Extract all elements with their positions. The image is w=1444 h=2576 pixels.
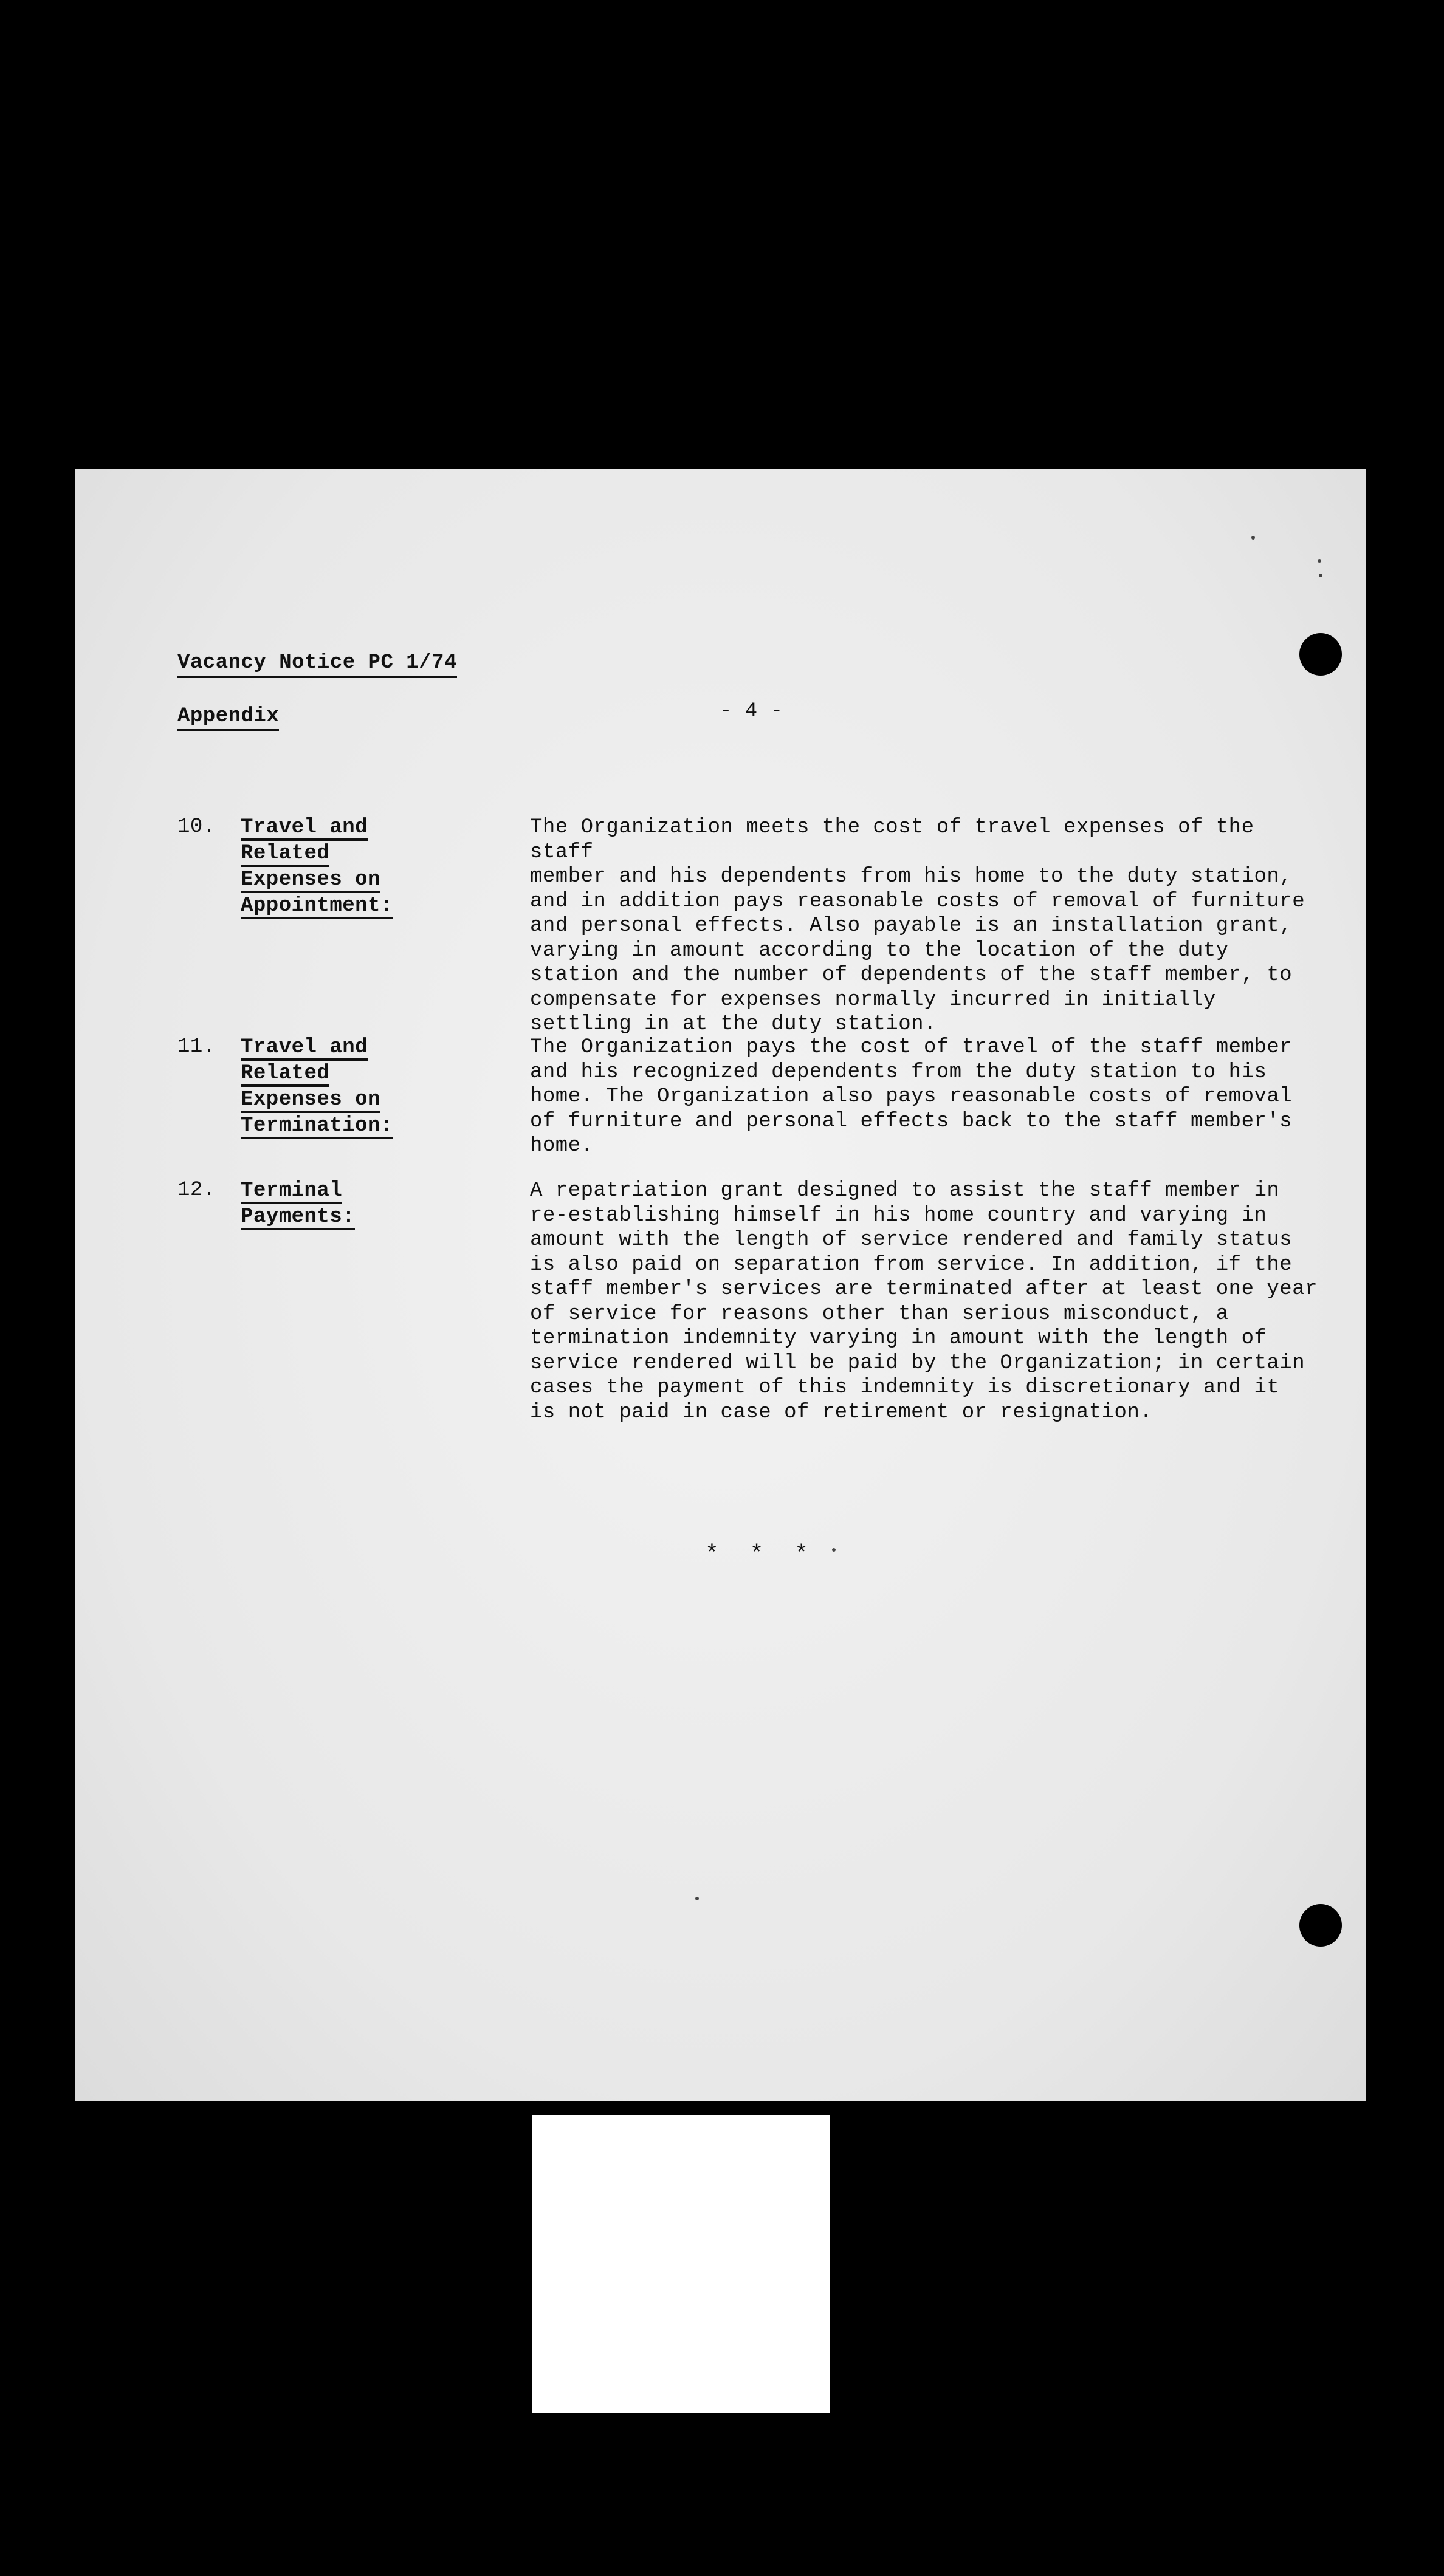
section-heading bbox=[241, 1035, 411, 1140]
section-heading-line: Expenses on bbox=[241, 1089, 380, 1113]
paper-speck bbox=[1251, 536, 1255, 540]
section-heading bbox=[241, 815, 411, 920]
appendix-label: Appendix bbox=[177, 705, 279, 731]
page-number: - 4 - bbox=[720, 700, 783, 723]
section-body: The Organization meets the cost of travel expenses of the staff member and his dependents from his home to the duty station, and in addition pays reasonable costs of removal of furniture and personal effects. Also payable is an installation grant, varying in amount according to the location of the duty station and the number of dependents of the staff member, to compensate for expenses normally incurred in initially settling in at the duty station. bbox=[530, 816, 1305, 1036]
vacancy-notice-title: Vacancy Notice PC 1/74 bbox=[177, 651, 457, 678]
section-body: A repatriation grant designed to assist the staff member in re-establishing himself in his home country and varying in amount with the length of service rendered and family status is also paid on separation from service. In addition, if the staff member's services are terminated after at least one year of service for reasons other than serious misconduct, a termination indemnity varying in amount with the length of service rendered will be paid by the Organization; in certain cases the payment of this indemnity is discretionary and it is not paid in case of retirement or resignation. bbox=[530, 1179, 1318, 1424]
section-number: 12. bbox=[177, 1179, 216, 1202]
end-mark: * * * bbox=[705, 1541, 817, 1567]
section-number: 10. bbox=[177, 815, 216, 838]
section-heading-line: Payments: bbox=[241, 1206, 355, 1230]
section-number: 11. bbox=[177, 1035, 216, 1058]
paper-speck bbox=[1318, 559, 1321, 563]
paper-speck bbox=[1319, 574, 1322, 577]
section-heading-line: Terminal bbox=[241, 1180, 342, 1204]
section-heading-line: Related bbox=[241, 843, 329, 867]
section-heading-line: Travel and bbox=[241, 1036, 368, 1061]
section-heading-line: Related bbox=[241, 1063, 329, 1087]
white-card bbox=[532, 2115, 830, 2413]
section-heading-line: Travel and bbox=[241, 817, 368, 841]
paper-speck bbox=[695, 1897, 699, 1900]
paper-speck bbox=[832, 1548, 836, 1552]
section-heading-line: Appointment: bbox=[241, 895, 393, 919]
punch-hole bbox=[1299, 1904, 1342, 1947]
section-heading bbox=[241, 1179, 411, 1231]
document-page bbox=[75, 469, 1366, 2101]
section-heading-line: Termination: bbox=[241, 1115, 393, 1139]
section-body: The Organization pays the cost of travel of the staff member and his recognized dependents from the duty station to his home. The Organization also pays reasonable costs of removal of furniture and personal effects back to the staff member's home. bbox=[530, 1036, 1293, 1157]
section-heading-line: Expenses on bbox=[241, 869, 380, 893]
punch-hole bbox=[1299, 633, 1342, 676]
